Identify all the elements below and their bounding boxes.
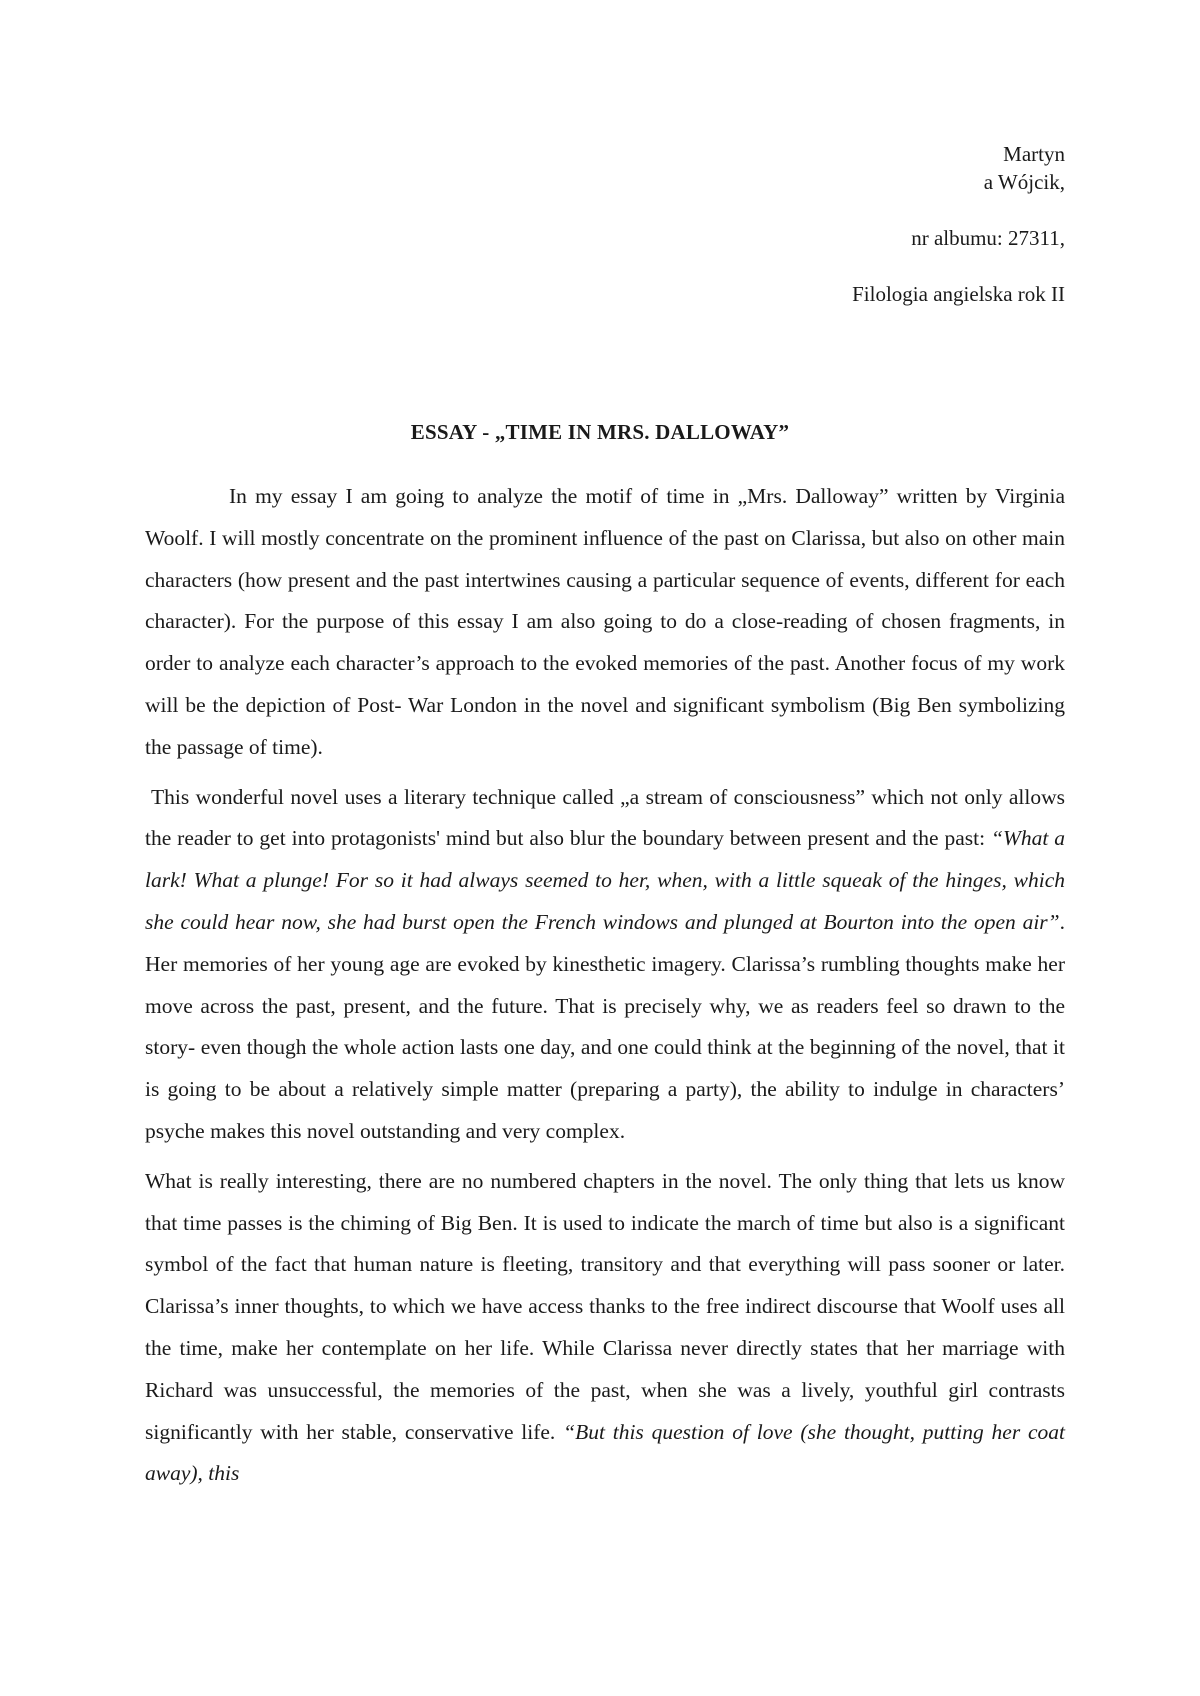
album-number: nr albumu: 27311, bbox=[911, 226, 1065, 250]
paragraph-text: . Her memories of her young age are evoked by kinesthetic imagery. Clarissa’s rumbling thoughts make her move across the past, present, and the future. That is precisely why, we as readers feel so drawn to the story- even though the whole action lasts one day, and one could think at the beginning of the novel, that it is going to be about a relatively simple matter (preparing a party), the ability to indulge in characters’ psyche makes this novel outstanding and very complex. bbox=[145, 909, 1065, 1143]
author-name-line-1: Martyn bbox=[1003, 142, 1065, 166]
quote-text: “What a lark! What a plunge! For so it had always seemed to her, when, with a little squeak of the hinges, which she could hear now, she had burst open the French windows and plunged at Bourton into the open air” bbox=[145, 826, 1065, 934]
paragraph-text: What is really interesting, there are no numbered chapters in the novel. The only thing that lets us know that time passes is the chiming of Big Ben. It is used to indicate the march of time but also is a significant symbol of the fact that human nature is fleeting, transitory and that everything will pass sooner or later. Clarissa’s inner thoughts, to which we have access thanks to the free indirect discourse that Woolf uses all the time, make her contemplate on her life. While Clarissa never directly states that her marriage with Richard was unsuccessful, the memories of the past, when she was a lively, youthful girl contrasts significantly with her stable, conservative life. bbox=[145, 1168, 1065, 1444]
paragraph-stream-of-consciousness bbox=[145, 777, 1065, 1153]
study-program: Filologia angielska rok II bbox=[852, 282, 1065, 306]
paragraph-intro: In my essay I am going to analyze the motif of time in „Mrs. Dalloway” written by Virginia Woolf. I will mostly concentrate on the prominent influence of the past on Clarissa, but also on other main characters (how present and the past intertwines causing a particular sequence of events, different for each character). For the purpose of this essay I am also going to do a close-reading of chosen fragments, in order to analyze each character’s approach to the evoked memories of the past. Another focus of my work will be the depiction of Post- War London in the novel and significant symbolism (Big Ben symbolizing the passage of time). bbox=[145, 484, 1065, 759]
paragraph-text: This wonderful novel uses a literary technique called „a stream of consciousness” which not only allows the reader to get into protagonists' mind but also blur the boundary between present and the past: bbox=[145, 784, 1065, 851]
essay-title: ESSAY - „TIME IN MRS. DALLOWAY” bbox=[410, 420, 790, 444]
paragraph-big-ben bbox=[145, 1161, 1065, 1495]
quote-text: “But this question of love (she thought, putting her coat away), this bbox=[145, 1419, 1065, 1486]
header-spacer bbox=[665, 252, 1065, 280]
header-spacer bbox=[665, 196, 1065, 224]
author-name-line-2: a Wójcik, bbox=[983, 170, 1065, 194]
essay-body bbox=[145, 476, 1065, 1495]
author-info bbox=[665, 140, 1065, 308]
